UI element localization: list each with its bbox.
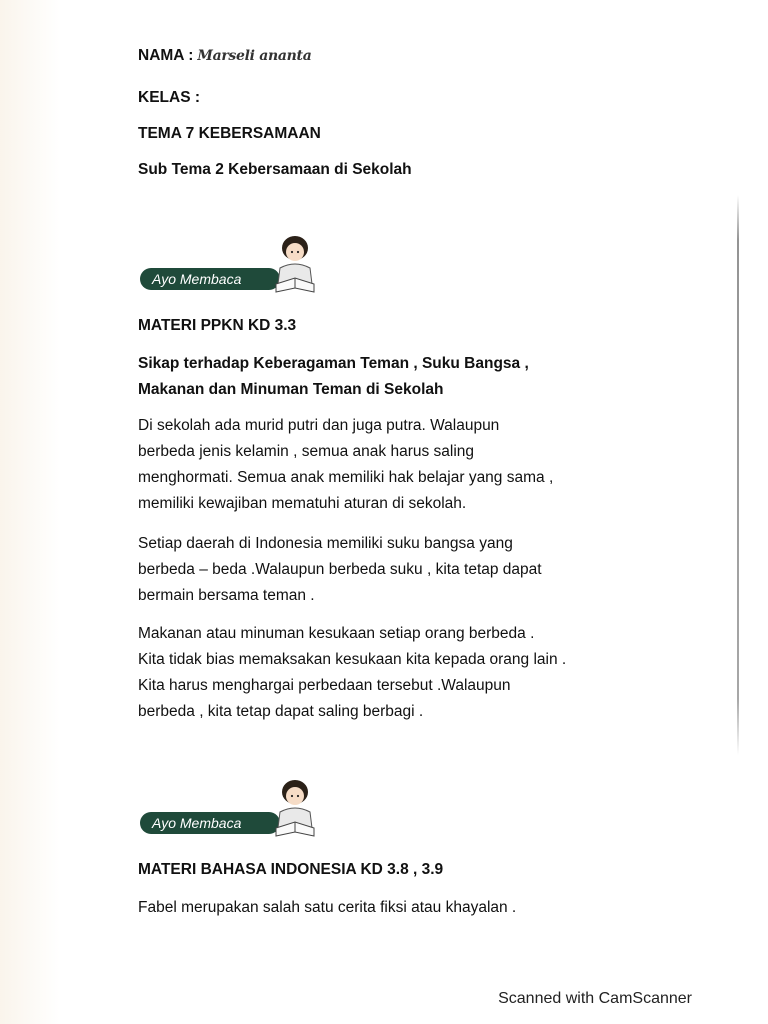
paper-edge-shadow xyxy=(0,0,60,1024)
ayo-membaca-banner-1 xyxy=(140,234,320,298)
paragraph-line: Kita tidak bias memaksakan kesukaan kita kepada orang lain . xyxy=(138,651,567,668)
materi-ppkn-heading: MATERI PPKN KD 3.3 xyxy=(138,317,297,334)
reading-girl-icon xyxy=(272,778,318,842)
ayo-membaca-label: Ayo Membaca xyxy=(140,268,280,290)
paragraph-line: menghormati. Semua anak memiliki hak belajar yang sama , xyxy=(138,469,554,486)
paragraph-line: Kita harus menghargai perbedaan tersebut .Walaupun xyxy=(138,677,511,694)
paragraph-line: berbeda jenis kelamin , semua anak harus saling xyxy=(138,443,475,460)
ayo-membaca-banner-2 xyxy=(140,778,320,842)
tema-title: TEMA 7 KEBERSAMAAN xyxy=(138,125,321,142)
section1-subtitle-line: Sikap terhadap Keberagaman Teman , Suku Bangsa , xyxy=(138,355,529,372)
ayo-membaca-label: Ayo Membaca xyxy=(140,812,280,834)
paragraph-line: Fabel merupakan salah satu cerita fiksi atau khayalan . xyxy=(138,899,517,916)
paragraph-line: memiliki kewajiban mematuhi aturan di sekolah. xyxy=(138,495,467,512)
section1-subtitle-line: Makanan dan Minuman Teman di Sekolah xyxy=(138,381,444,398)
nama-handwritten-value: Marseli ananta xyxy=(197,48,312,64)
paragraph-line: bermain bersama teman . xyxy=(138,587,315,604)
materi-bahasa-indonesia-heading: MATERI BAHASA INDONESIA KD 3.8 , 3.9 xyxy=(138,861,444,878)
paragraph-line: berbeda – beda .Walaupun berbeda suku , kita tetap dapat xyxy=(138,561,542,578)
nama-row xyxy=(138,46,311,66)
scan-artifact-line xyxy=(737,195,739,755)
sub-tema-title: Sub Tema 2 Kebersamaan di Sekolah xyxy=(138,161,412,178)
reading-girl-icon xyxy=(272,234,318,298)
kelas-label: KELAS : xyxy=(138,89,200,106)
paragraph-line: berbeda , kita tetap dapat saling berbagi . xyxy=(138,703,424,720)
camscanner-watermark: Scanned with CamScanner xyxy=(498,990,692,1007)
paragraph-line: Di sekolah ada murid putri dan juga putra. Walaupun xyxy=(138,417,500,434)
paragraph-line: Setiap daerah di Indonesia memiliki suku bangsa yang xyxy=(138,535,513,552)
nama-label: NAMA : xyxy=(138,47,194,64)
paragraph-line: Makanan atau minuman kesukaan setiap orang berbeda . xyxy=(138,625,535,642)
